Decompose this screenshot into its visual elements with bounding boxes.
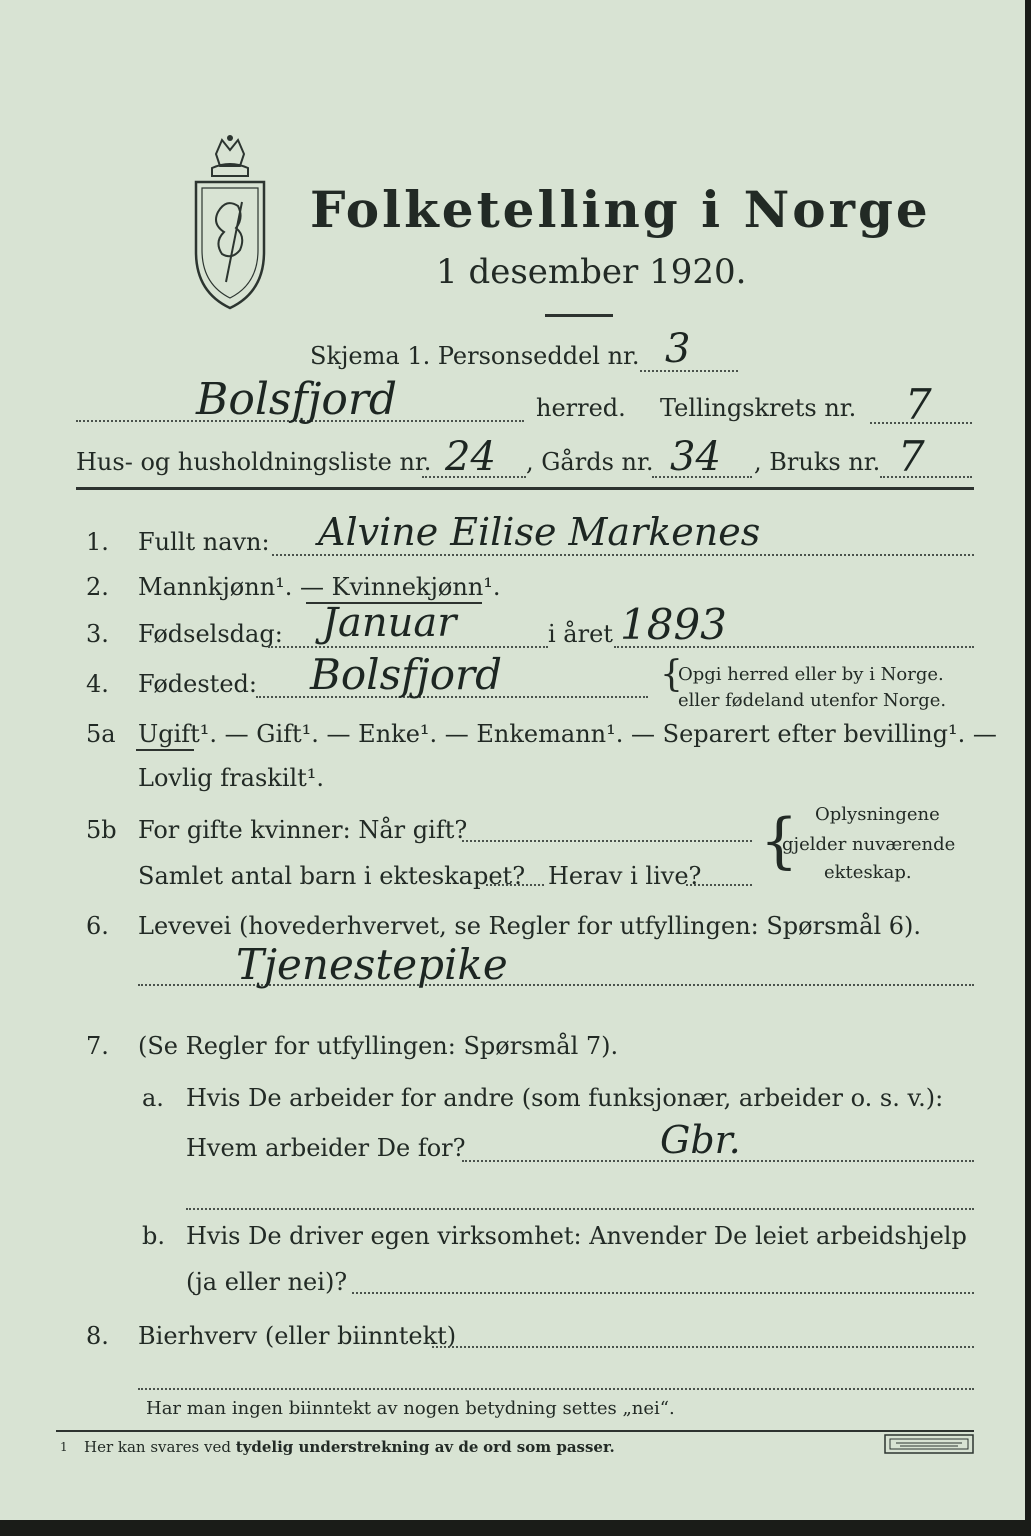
husliste-value[interactable]: 24 bbox=[445, 434, 496, 480]
footnote-bold: tydelig understrekning av de bbox=[235, 1438, 479, 1456]
q6-number: 6. bbox=[86, 912, 109, 940]
occupation-value[interactable]: Tjenestepike bbox=[236, 940, 508, 989]
gards-label: , Gårds nr. bbox=[526, 448, 654, 476]
q4-note-2: eller fødeland utenfor Norge. bbox=[678, 690, 947, 711]
q6-label: Levevei (hovederhvervet, se Regler for utfyllingen: Spørsmål 6). bbox=[138, 912, 922, 940]
footnote-text: Her kan svares ved bbox=[84, 1438, 231, 1456]
q5b-label-3: Herav i live? bbox=[548, 862, 702, 890]
q7-number: 7. bbox=[86, 1032, 109, 1060]
q1-label: Fullt navn: bbox=[138, 528, 270, 556]
q5b-label: For gifte kvinner: Når gift? bbox=[138, 816, 468, 844]
q7b-label: Hvis De driver egen virksomhet: Anvender De leiet arbeidshjelp bbox=[186, 1222, 967, 1250]
birth-year-value[interactable]: 1893 bbox=[620, 600, 727, 649]
schema-label: Skjema 1. Personseddel nr. bbox=[310, 342, 640, 370]
q4-brace: { bbox=[660, 654, 683, 695]
q7a-number: a. bbox=[142, 1084, 164, 1112]
full-name-value[interactable]: Alvine Eilise Markenes bbox=[318, 510, 761, 554]
q8-label: Bierhverv (eller biinntekt) bbox=[138, 1322, 457, 1350]
q8-note: Har man ingen biinntekt av nogen betydning settes „nei“. bbox=[146, 1398, 675, 1419]
q5b-brace: { bbox=[760, 806, 799, 876]
q3-number: 3. bbox=[86, 620, 109, 648]
marital-status-options: Ugift¹. — Gift¹. — Enke¹. — Enkemann¹. — Separert efter bevilling¹. — bbox=[138, 720, 997, 748]
q5b-note-1: Oplysningene bbox=[815, 804, 940, 825]
tellingskrets-value[interactable]: 7 bbox=[905, 380, 932, 429]
q3-year-label: i året bbox=[548, 620, 613, 648]
bruks-label: , Bruks nr. bbox=[754, 448, 881, 476]
bruks-value[interactable]: 7 bbox=[898, 432, 925, 481]
q7a-label: Hvis De arbeider for andre (som funksjonær, arbeider o. s. v.): bbox=[186, 1084, 944, 1112]
tellingskrets-label: Tellingskrets nr. bbox=[660, 394, 857, 422]
footnote-mark: 1 bbox=[60, 1440, 68, 1454]
q5b-note-3: ekteskap. bbox=[824, 862, 912, 883]
marital-underline bbox=[136, 749, 194, 751]
title-divider bbox=[545, 314, 613, 317]
husliste-label: Hus- og husholdningsliste nr. bbox=[76, 448, 432, 476]
q2-number: 2. bbox=[86, 573, 109, 601]
q4-label: Fødested: bbox=[138, 670, 257, 698]
q7b-number: b. bbox=[142, 1222, 165, 1250]
birth-month-value[interactable]: Januar bbox=[322, 600, 457, 646]
footnote-end: ord som passer. bbox=[483, 1438, 615, 1456]
form-date: 1 desember 1920. bbox=[436, 252, 747, 292]
q1-number: 1. bbox=[86, 528, 109, 556]
schema-number[interactable]: 3 bbox=[665, 326, 691, 372]
q5b-number: 5b bbox=[86, 816, 117, 844]
q3-label: Fødselsdag: bbox=[138, 620, 283, 648]
herred-label: herred. bbox=[536, 394, 626, 422]
q8-number: 8. bbox=[86, 1322, 109, 1350]
gards-value[interactable]: 34 bbox=[670, 434, 721, 480]
printer-stamp-icon bbox=[884, 1433, 974, 1455]
header-rule bbox=[76, 487, 974, 490]
q4-note-1: Opgi herred eller by i Norge. bbox=[678, 664, 944, 685]
coat-of-arms-icon bbox=[186, 132, 274, 310]
q5a-label-2: Lovlig fraskilt¹. bbox=[138, 764, 325, 792]
gender-options: Mannkjønn¹. — Kvinnekjønn¹. bbox=[138, 573, 501, 601]
q7b-label-2: (ja eller nei)? bbox=[186, 1268, 348, 1296]
form-title: Folketelling i Norge bbox=[310, 180, 931, 239]
q7a-label-2: Hvem arbeider De for? bbox=[186, 1134, 466, 1162]
footer-rule bbox=[56, 1430, 974, 1432]
employer-value[interactable]: Gbr. bbox=[660, 1118, 741, 1162]
q5b-label-2: Samlet antal barn i ekteskapet? bbox=[138, 862, 526, 890]
q5b-note-2: gjelder nuværende bbox=[782, 834, 956, 855]
q7-label: (Se Regler for utfyllingen: Spørsmål 7). bbox=[138, 1032, 619, 1060]
birthplace-value[interactable]: Bolsfjord bbox=[310, 650, 502, 699]
q4-number: 4. bbox=[86, 670, 109, 698]
herred-value[interactable]: Bolsfjord bbox=[196, 374, 398, 425]
footnote bbox=[84, 1438, 615, 1456]
q5a-number: 5a bbox=[86, 720, 116, 748]
